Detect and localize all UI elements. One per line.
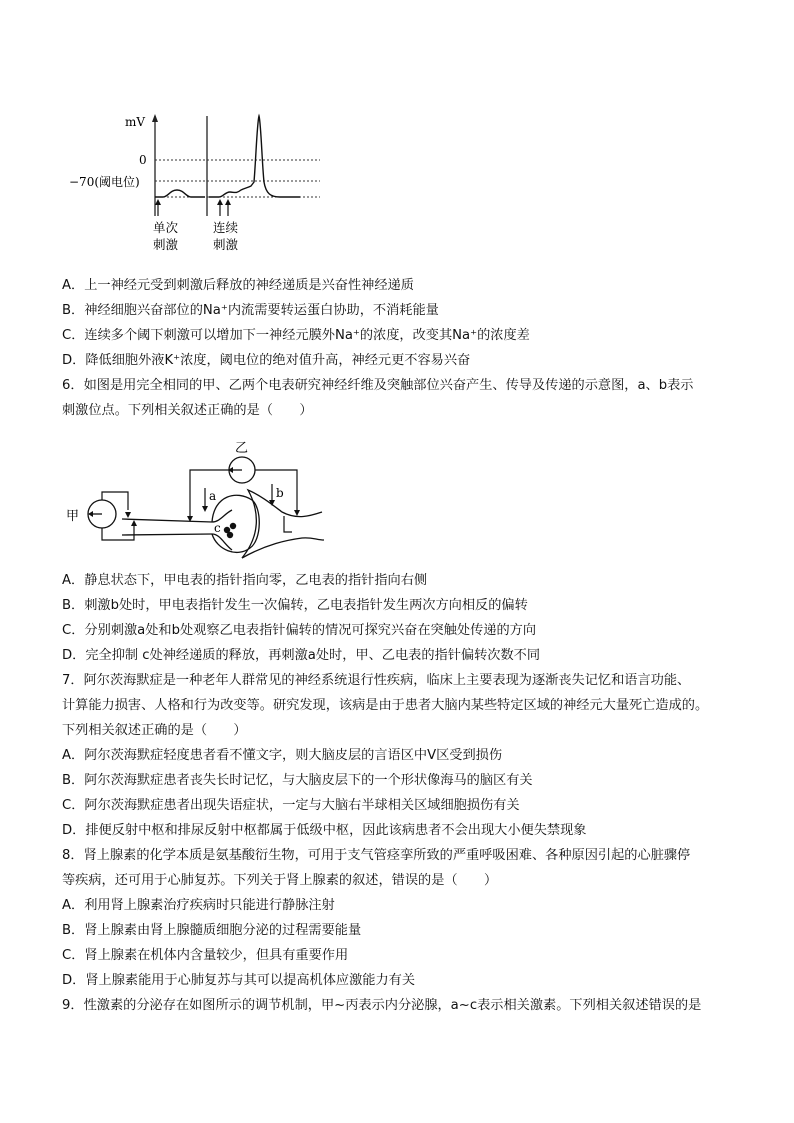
threshold-label: −70(阈电位) bbox=[69, 175, 140, 189]
q7-stem-line1: 7．阿尔茨海默症是一种老年人群常见的神经系统退行性疾病，临床上主要表现为逐渐丧失记忆和语言功能、 bbox=[62, 673, 691, 688]
q8-option-d: D．肾上腺素能用于心肺复苏与其可以提高机体应激能力有关 bbox=[62, 973, 416, 988]
q8-option-a: A．利用肾上腺素治疗疾病时只能进行静脉注射 bbox=[62, 898, 335, 913]
meter-yi-label: 乙 bbox=[235, 441, 249, 456]
q6-option-d: D．完全抑制 c处神经递质的释放，再刺激a处时，甲、乙电表的指针偏转次数不同 bbox=[62, 648, 541, 663]
stim2-label-b: 刺激 bbox=[213, 237, 239, 252]
q6-option-b: B．刺激b处时，甲电表指针发生一次偏转，乙电表指针发生两次方向相反的偏转 bbox=[62, 598, 528, 613]
q5-option-b: B．神经细胞兴奋部位的Na⁺内流需要转运蛋白协助，不消耗能量 bbox=[62, 303, 439, 318]
membrane-potential-figure bbox=[69, 108, 335, 258]
q6-stem-line2: 刺激位点。下列相关叙述正确的是（ ） bbox=[62, 403, 313, 418]
q7-option-d: D．排便反射中枢和排尿反射中枢都属于低级中枢，因此该病患者不会出现大小便失禁现象 bbox=[62, 823, 587, 838]
q6-option-c: C．分别刺激a处和b处观察乙电表指针偏转的情况可探究兴奋在突触处传递的方向 bbox=[62, 623, 537, 638]
site-a-label: a bbox=[209, 489, 217, 503]
q7-stem-line2: 计算能力损害、人格和行为改变等。研究发现，该病是由于患者大脑内某些特定区域的神经元大量死亡造成的。 bbox=[62, 698, 709, 713]
q8-option-c: C．肾上腺素在机体内含量较少，但具有重要作用 bbox=[62, 948, 349, 963]
site-c-label: c bbox=[214, 521, 221, 535]
q7-option-c: C．阿尔茨海默症患者出现失语症状，一定与大脑右半球相关区域细胞损伤有关 bbox=[62, 798, 520, 813]
stim1-label-a: 单次 bbox=[153, 220, 179, 235]
q8-option-b: B．肾上腺素由肾上腺髓质细胞分泌的过程需要能量 bbox=[62, 923, 362, 938]
q7-option-b: B．阿尔茨海默症患者丧失长时记忆，与大脑皮层下的一个形状像海马的脑区有关 bbox=[62, 773, 533, 788]
q5-option-c: C．连续多个阈下刺激可以增加下一神经元膜外Na⁺的浓度，改变其Na⁺的浓度差 bbox=[62, 328, 530, 343]
q6-stem-line1: 6．如图是用完全相同的甲、乙两个电表研究神经纤维及突触部位兴奋产生、传导及传递的示意图，a、b表示 bbox=[62, 378, 694, 393]
stim2-label-a: 连续 bbox=[213, 220, 239, 235]
q5-option-d: D．降低细胞外液K⁺浓度，阈电位的绝对值升高，神经元更不容易兴奋 bbox=[62, 353, 471, 368]
q7-stem-line3: 下列相关叙述正确的是（ ） bbox=[62, 723, 247, 738]
q7-option-a: A．阿尔茨海默症轻度患者看不懂文字，则大脑皮层的言语区中Ⅴ区受到损伤 bbox=[62, 748, 503, 763]
zero-label: 0 bbox=[139, 153, 147, 167]
y-axis-label: mV bbox=[125, 115, 146, 129]
q8-stem-line2: 等疾病，还可用于心肺复苏。下列关于肾上腺素的叙述，错误的是（ ） bbox=[62, 873, 498, 888]
q6-option-a: A．静息状态下，甲电表的指针指向零，乙电表的指针指向右侧 bbox=[62, 573, 428, 588]
site-b-label: b bbox=[276, 486, 284, 500]
stim1-label-b: 刺激 bbox=[153, 237, 179, 252]
q9-stem-line1: 9．性激素的分泌存在如图所示的调节机制，甲~丙表示内分泌腺，a~c表示相关激素。下列相关叙述错误的是 bbox=[62, 998, 702, 1013]
meter-jia-label: 甲 bbox=[66, 509, 80, 524]
synapse-meter-figure bbox=[62, 440, 332, 562]
q8-stem-line1: 8．肾上腺素的化学本质是氨基酸衍生物，可用于支气管痉挛所致的严重呼吸困难、各种原因引起的心脏骤停 bbox=[62, 848, 691, 863]
q5-option-a: A．上一神经元受到刺激后释放的神经递质是兴奋性神经递质 bbox=[62, 278, 414, 293]
